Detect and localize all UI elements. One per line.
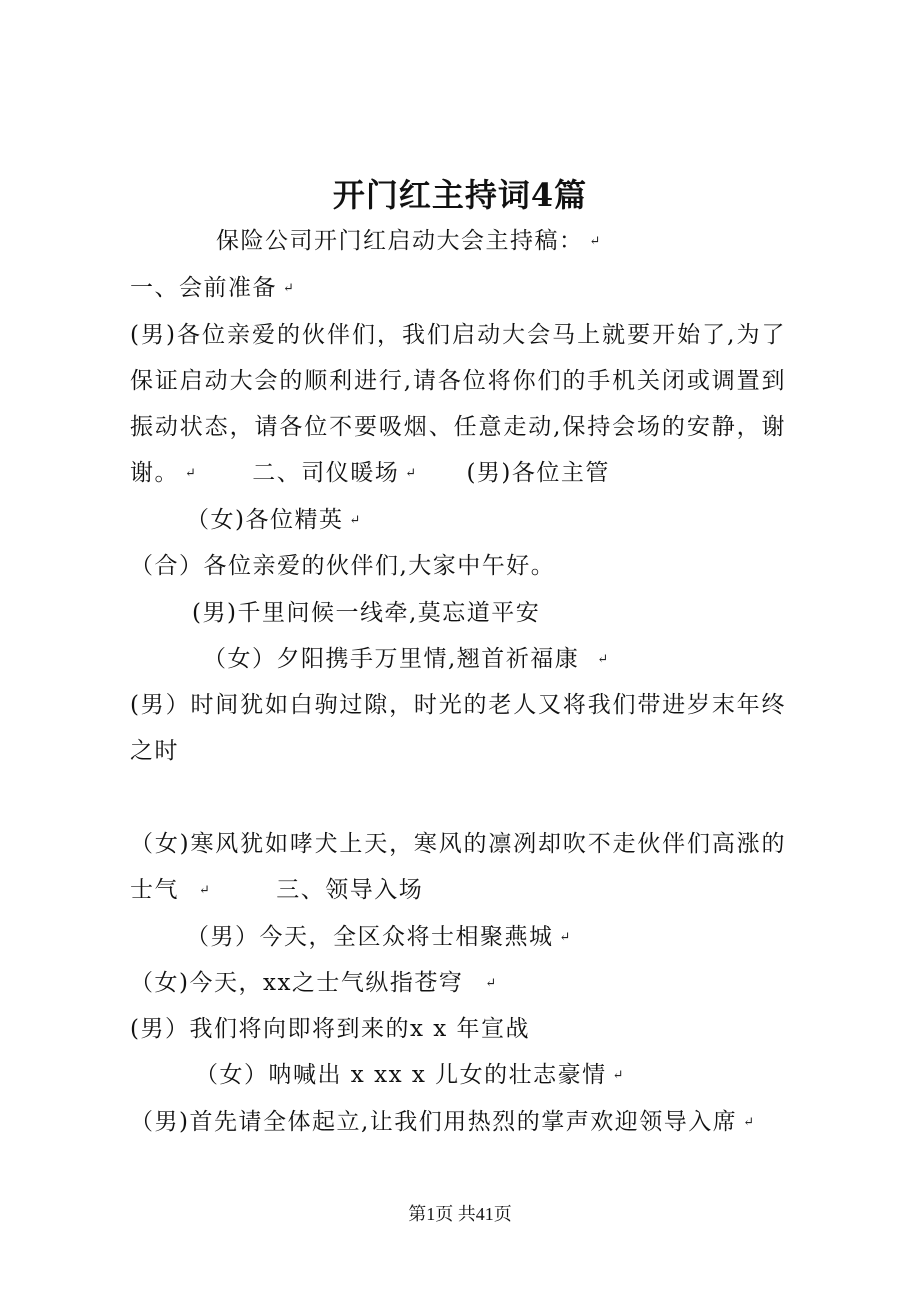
paragraph-mark-icon: ↵ — [589, 234, 602, 249]
dialogue-line — [130, 1014, 530, 1044]
dialogue-text: （男)首先请全体起立,让我们用热烈的掌声欢迎领导入席 — [130, 1109, 738, 1135]
paragraph-mark-icon: ↵ — [349, 513, 362, 528]
dialogue-line — [203, 644, 610, 675]
dialogue-line — [186, 505, 362, 536]
dialogue-line — [195, 1060, 625, 1091]
dialogue-text: （女)各位精英 — [186, 507, 344, 533]
paragraph-mark-icon: ↵ — [283, 281, 296, 296]
paragraph-mark-icon: ↵ — [185, 466, 198, 481]
paragraph-mark-icon: ↵ — [485, 976, 498, 991]
subtitle-line — [216, 226, 602, 257]
dialogue-text: （女）呐喊出 x xx x 儿女的壮志豪情 — [195, 1062, 607, 1088]
dialogue-text: (男）我们将向即将到来的x x 年宣战 — [130, 1016, 531, 1042]
dialogue-line — [130, 1107, 756, 1138]
dialogue-line — [192, 598, 540, 628]
section-heading-text: 二、司仪暖场 — [252, 460, 400, 486]
paragraph-text: (男）时间犹如白驹过隙，时光的老人又将我们带进岁末年终之时 — [130, 692, 786, 764]
paragraph-mark-icon: ↵ — [559, 930, 572, 945]
paragraph-mark-icon: ↵ — [597, 652, 610, 667]
section-heading-text: 一、会前准备 — [130, 275, 277, 301]
subtitle-text: 保险公司开门红启动大会主持稿： — [216, 228, 584, 254]
paragraph-text: （女)寒风犹如哮犬上天，寒风的凛冽却吹不走伙伴们高涨的士气 — [130, 831, 786, 903]
paragraph-text: (男)各位主管 — [466, 460, 610, 486]
dialogue-text: （女）夕阳携手万里情,翘首祈福康 — [203, 646, 580, 672]
paragraph-mark-icon: ↵ — [405, 466, 418, 481]
dialogue-line — [130, 968, 498, 999]
paragraph-mark-icon: ↵ — [199, 883, 212, 898]
dialogue-line — [130, 551, 555, 581]
document-title: 开门红主持词4篇 — [332, 176, 588, 214]
dialogue-text: (男)千里问候一线牵,莫忘道平安 — [192, 600, 541, 626]
section-heading-text: 三、领导入场 — [276, 877, 424, 903]
paragraph-opening — [130, 312, 786, 497]
page-footer: 第1页 共41页 — [408, 1204, 512, 1224]
dialogue-text: （女)今天，xx之士气纵指苍穹 — [130, 970, 464, 996]
paragraph-mark-icon: ↵ — [612, 1068, 626, 1083]
dialogue-text: （男）今天，全区众将士相聚燕城 — [186, 924, 554, 950]
paragraph-text: (男)各位亲爱的伙伴们，我们启动大会马上就要开始了,为了保证启动大会的顺利进行,请各位将你们的手机关闭或调置到振动状态，请各位不要吸烟、任意走动,保持会场的安静，谢谢。 — [130, 322, 786, 486]
dialogue-text: （合）各位亲爱的伙伴们,大家中午好。 — [130, 553, 556, 579]
dialogue-line — [186, 922, 572, 953]
paragraph-spirit — [130, 821, 786, 914]
section-heading-1 — [130, 273, 295, 304]
paragraph-mark-icon: ↵ — [743, 1115, 756, 1130]
paragraph-time — [130, 682, 786, 774]
